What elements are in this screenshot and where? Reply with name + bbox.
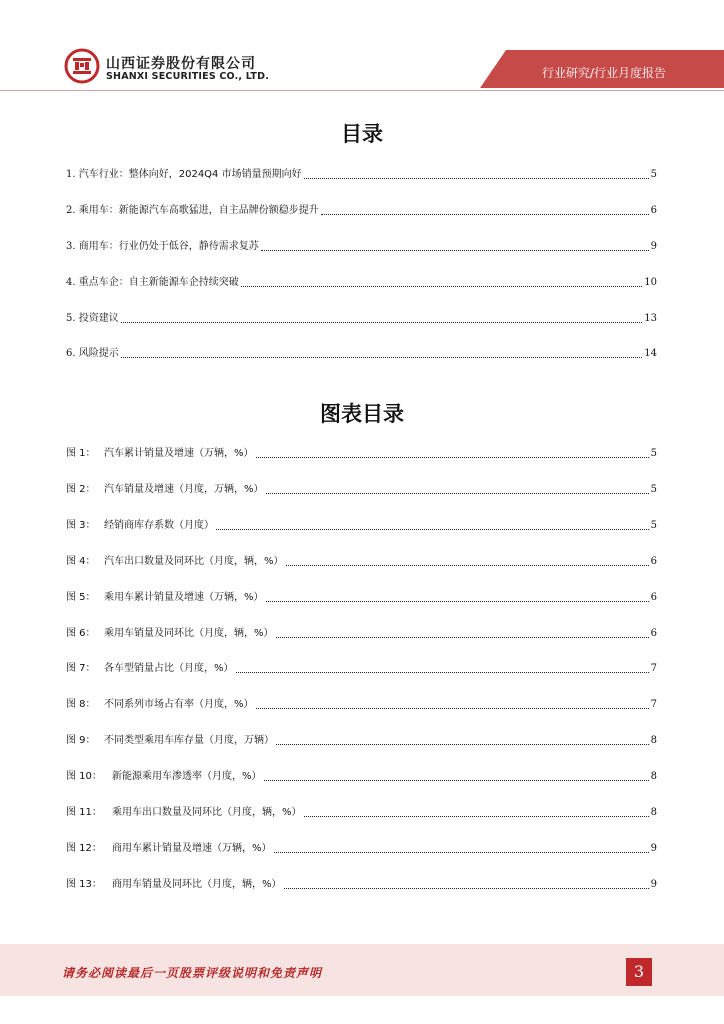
figure-entry-page: 6 [650,556,657,567]
toc-entry-number: 5. [66,313,76,324]
figure-entry[interactable] [66,483,657,497]
header-divider [0,90,724,91]
figure-entry[interactable] [66,662,657,676]
toc-entry-title: 风险提示 [78,348,119,359]
toc-entry-title: 商用车：行业仍处于低谷，静待需求复苏 [78,241,259,252]
figure-entry[interactable] [66,447,657,461]
toc-entry-number: 3. [66,241,76,252]
toc-entry[interactable] [66,276,657,290]
figure-leader-dots [256,707,649,709]
company-name-en: SHANXI SECURITIES CO., LTD. [106,71,270,82]
figure-leader-dots [276,636,649,638]
toc-leader-dots [304,177,649,179]
figure-leader-dots [266,492,649,494]
figure-entry-label: 图 10： [66,771,102,782]
toc-leader-dots [121,356,643,358]
figures-title: 图表目录 [320,402,404,426]
figure-entry-title: 商用车累计销量及增速（万辆，%） [112,843,272,854]
toc-entry[interactable] [66,204,657,218]
toc-entry-title: 投资建议 [78,313,119,324]
figure-entry-label: 图 8： [66,699,96,710]
figure-leader-dots [216,528,649,530]
figure-entry-label: 图 13： [66,879,102,890]
page-number: 3 [626,958,652,986]
figure-entry-title: 乘用车销量及同环比（月度，辆，%） [104,628,274,639]
toc-leader-dots [261,249,649,251]
figure-entry-page: 8 [650,735,657,746]
company-name-cn: 山西证券股份有限公司 [106,56,256,72]
figure-entry[interactable] [66,627,657,641]
figure-entry[interactable] [66,806,657,820]
figure-leader-dots [264,779,649,781]
toc-entry-number: 2. [66,205,76,216]
toc-entry[interactable] [66,240,657,254]
toc-title: 目录 [341,122,383,146]
figure-entry-page: 5 [650,448,657,459]
figure-entry-title: 不同系列市场占有率（月度，%） [104,699,254,710]
report-type-label: 行业研究/行业月度报告 [541,66,666,80]
figure-entry-title: 汽车累计销量及增速（万辆，%） [104,448,254,459]
toc-entry-page: 6 [650,205,657,216]
figure-entry-title: 汽车销量及增速（月度，万辆，%） [104,484,264,495]
company-logo-icon [64,48,100,84]
toc-entry-title: 汽车行业：整体向好，2024Q4 市场销量预期向好 [78,169,302,180]
toc-leader-dots [121,321,643,323]
figure-entry[interactable] [66,555,657,569]
figure-entry-title: 不同类型乘用车库存量（月度，万辆） [104,735,274,746]
figure-entry-label: 图 7： [66,663,96,674]
figure-entry-label: 图 1： [66,448,96,459]
figure-entry-label: 图 2： [66,484,96,495]
figure-leader-dots [256,456,649,458]
toc-leader-dots [241,285,643,287]
footer-disclaimer: 请务必阅读最后一页股票评级说明和免责声明 [62,966,323,980]
figure-entry-title: 新能源乘用车渗透率（月度，%） [112,771,262,782]
page-footer [0,944,724,996]
figure-entry-label: 图 11： [66,807,102,818]
toc-entry-title: 重点车企：自主新能源车企持续突破 [78,277,239,288]
figure-entry-label: 图 6： [66,628,96,639]
figure-entry-page: 6 [650,628,657,639]
figure-entry-title: 各车型销量占比（月度，%） [104,663,234,674]
figure-entry-page: 5 [650,520,657,531]
figure-entry-label: 图 9： [66,735,96,746]
toc-entry-number: 4. [66,277,76,288]
figure-entry-label: 图 4： [66,556,96,567]
figure-entry-page: 8 [650,771,657,782]
figure-entry-page: 8 [650,807,657,818]
toc-entry-page: 13 [644,313,657,324]
figure-entry-title: 汽车出口数量及同环比（月度，辆，%） [104,556,284,567]
figure-leader-dots [286,564,649,566]
toc-entry-number: 6. [66,348,76,359]
figure-entry[interactable] [66,842,657,856]
figure-leader-dots [276,743,649,745]
report-type-banner [480,50,724,88]
figure-entry-page: 9 [650,879,657,890]
figure-entry[interactable] [66,878,657,892]
figure-entry-page: 6 [650,592,657,603]
toc-entry-page: 5 [650,169,657,180]
figure-entry-page: 5 [650,484,657,495]
toc-entry-page: 10 [644,277,657,288]
figure-entry-page: 7 [650,663,657,674]
figure-entry-title: 乘用车出口数量及同环比（月度，辆，%） [112,807,302,818]
figure-entry[interactable] [66,519,657,533]
figure-entry-page: 9 [650,843,657,854]
figure-leader-dots [284,887,649,889]
figure-entry-title: 乘用车累计销量及增速（万辆，%） [104,592,264,603]
figure-entry-label: 图 5： [66,592,96,603]
figure-leader-dots [304,815,649,817]
toc-entry-title: 乘用车：新能源汽车高歌猛进，自主品牌份额稳步提升 [78,205,319,216]
figure-entry[interactable] [66,591,657,605]
figure-leader-dots [266,600,649,602]
toc-entry[interactable] [66,347,657,361]
figure-leader-dots [274,851,649,853]
toc-entry-page: 9 [650,241,657,252]
figure-entry[interactable] [66,770,657,784]
figure-entry-label: 图 12： [66,843,102,854]
page-header [0,0,724,92]
toc-entry[interactable] [66,168,657,182]
toc-entry[interactable] [66,312,657,326]
toc-entry-page: 14 [644,348,657,359]
toc-leader-dots [321,213,649,215]
figure-entry-title: 商用车销量及同环比（月度，辆，%） [112,879,282,890]
toc-entry-number: 1. [66,169,76,180]
figure-entry-label: 图 3： [66,520,96,531]
figure-leader-dots [236,671,649,673]
figure-entry-page: 7 [650,699,657,710]
figure-entry-title: 经销商库存系数（月度） [104,520,214,531]
figure-entry[interactable] [66,698,657,712]
figure-entry[interactable] [66,734,657,748]
